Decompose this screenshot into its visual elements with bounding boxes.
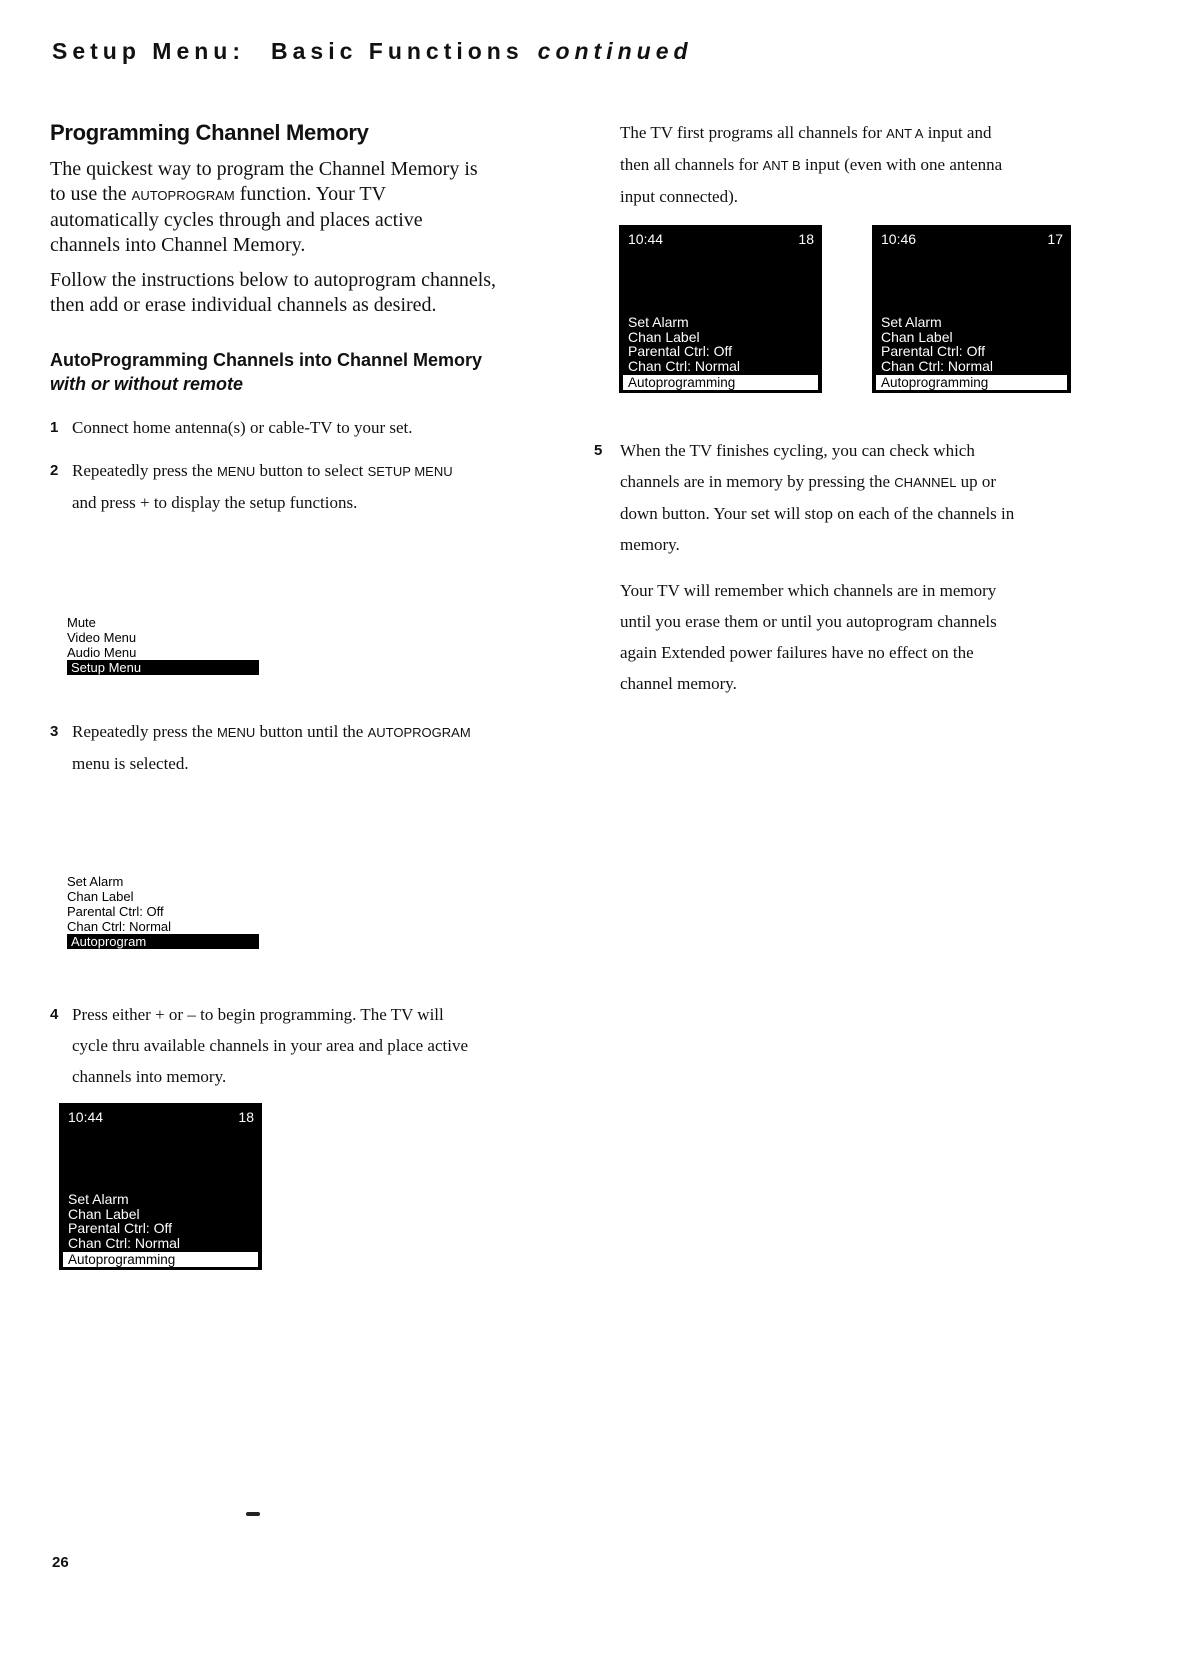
step-4-text: Press either + or – to begin programming. The TV will cycle thru available channels in your area and place active channels into memory. [72, 1005, 468, 1086]
step-5-text: When the TV finishes cycling, you can check which channels are in memory by pressing the CHANNEL up or down button. Your set will stop on each of the channels in memory. [620, 441, 1015, 554]
channel-number: 18 [798, 231, 814, 247]
step-3-number: 3 [50, 723, 59, 740]
step-3-text: Repeatedly press the MENU button until the AUTOPROGRAM menu is selected. [72, 722, 471, 773]
channel-number: 18 [238, 1109, 254, 1125]
page-header [52, 38, 693, 65]
step-5-number: 5 [594, 442, 603, 459]
channel-number: 17 [1047, 231, 1063, 247]
menu-item: Parental Ctrl: Off [67, 904, 164, 919]
memory-paragraph: Your TV will remember which channels are in memory until you erase them or until you autoprogram channels again Extended power failures have no effect on the channel memory. [620, 581, 997, 693]
step-2-number: 2 [50, 462, 59, 479]
screen-selected-item: Autoprogramming [623, 375, 818, 390]
tv-screen-ant-a [619, 225, 822, 393]
main-menu-illustration [67, 615, 259, 675]
setup-menu-illustration [67, 874, 259, 949]
ant-intro-paragraph: The TV first programs all channels for ANT A input and then all channels for ANT B input (even with one antenna input connected). [620, 123, 1003, 206]
menu-item: Chan Label [67, 889, 134, 904]
menu-item-selected: Autoprogram [67, 934, 259, 949]
menu-item: Set Alarm [67, 874, 124, 889]
menu-item: Audio Menu [67, 645, 137, 660]
screen-menu-items: Set Alarm Chan Label Parental Ctrl: Off Chan Ctrl: Normal [881, 314, 994, 374]
screen-selected-item: Autoprogramming [63, 1252, 258, 1267]
subsection-title: AutoProgramming Channels into Channel Memory [50, 350, 483, 370]
menu-item: Mute [67, 615, 96, 630]
clock-time: 10:44 [68, 1109, 104, 1125]
header-subtitle: Basic Functions [271, 38, 524, 64]
screen-menu-items: Set Alarm Chan Label Parental Ctrl: Off Chan Ctrl: Normal [628, 314, 741, 374]
menu-item: Chan Ctrl: Normal [67, 919, 172, 934]
scan-mark [246, 1512, 260, 1516]
menu-item-selected: Setup Menu [67, 660, 259, 675]
section-title: Programming Channel Memory [50, 120, 369, 145]
instructions-paragraph: Follow the instructions below to autoprogram channels, then add or erase individual channels as desired. [50, 269, 497, 316]
tv-screen-ant-b [872, 225, 1071, 393]
intro-paragraph: The quickest way to program the Channel Memory is to use the AUTOPROGRAM function. Your TV automatically cycles through and places active channels into Channel Memory. [50, 158, 478, 256]
step-1-text: Connect home antenna(s) or cable-TV to your set. [72, 418, 413, 437]
menu-item: Video Menu [67, 630, 137, 645]
header-continued: continued [537, 38, 693, 64]
step-1-number: 1 [50, 419, 59, 436]
step-4-number: 4 [50, 1006, 59, 1023]
subsection-subtitle: with or without remote [50, 374, 243, 394]
header-title: Setup Menu: [52, 38, 245, 64]
tv-screen-autoprogramming [59, 1103, 262, 1270]
screen-selected-item: Autoprogramming [876, 375, 1067, 390]
page-number: 26 [52, 1554, 69, 1571]
step-2-text: Repeatedly press the MENU button to select SETUP MENU and press + to display the setup functions. [72, 461, 453, 512]
clock-time: 10:44 [628, 231, 664, 247]
screen-menu-items: Set Alarm Chan Label Parental Ctrl: Off Chan Ctrl: Normal [68, 1191, 181, 1251]
clock-time: 10:46 [881, 231, 917, 247]
